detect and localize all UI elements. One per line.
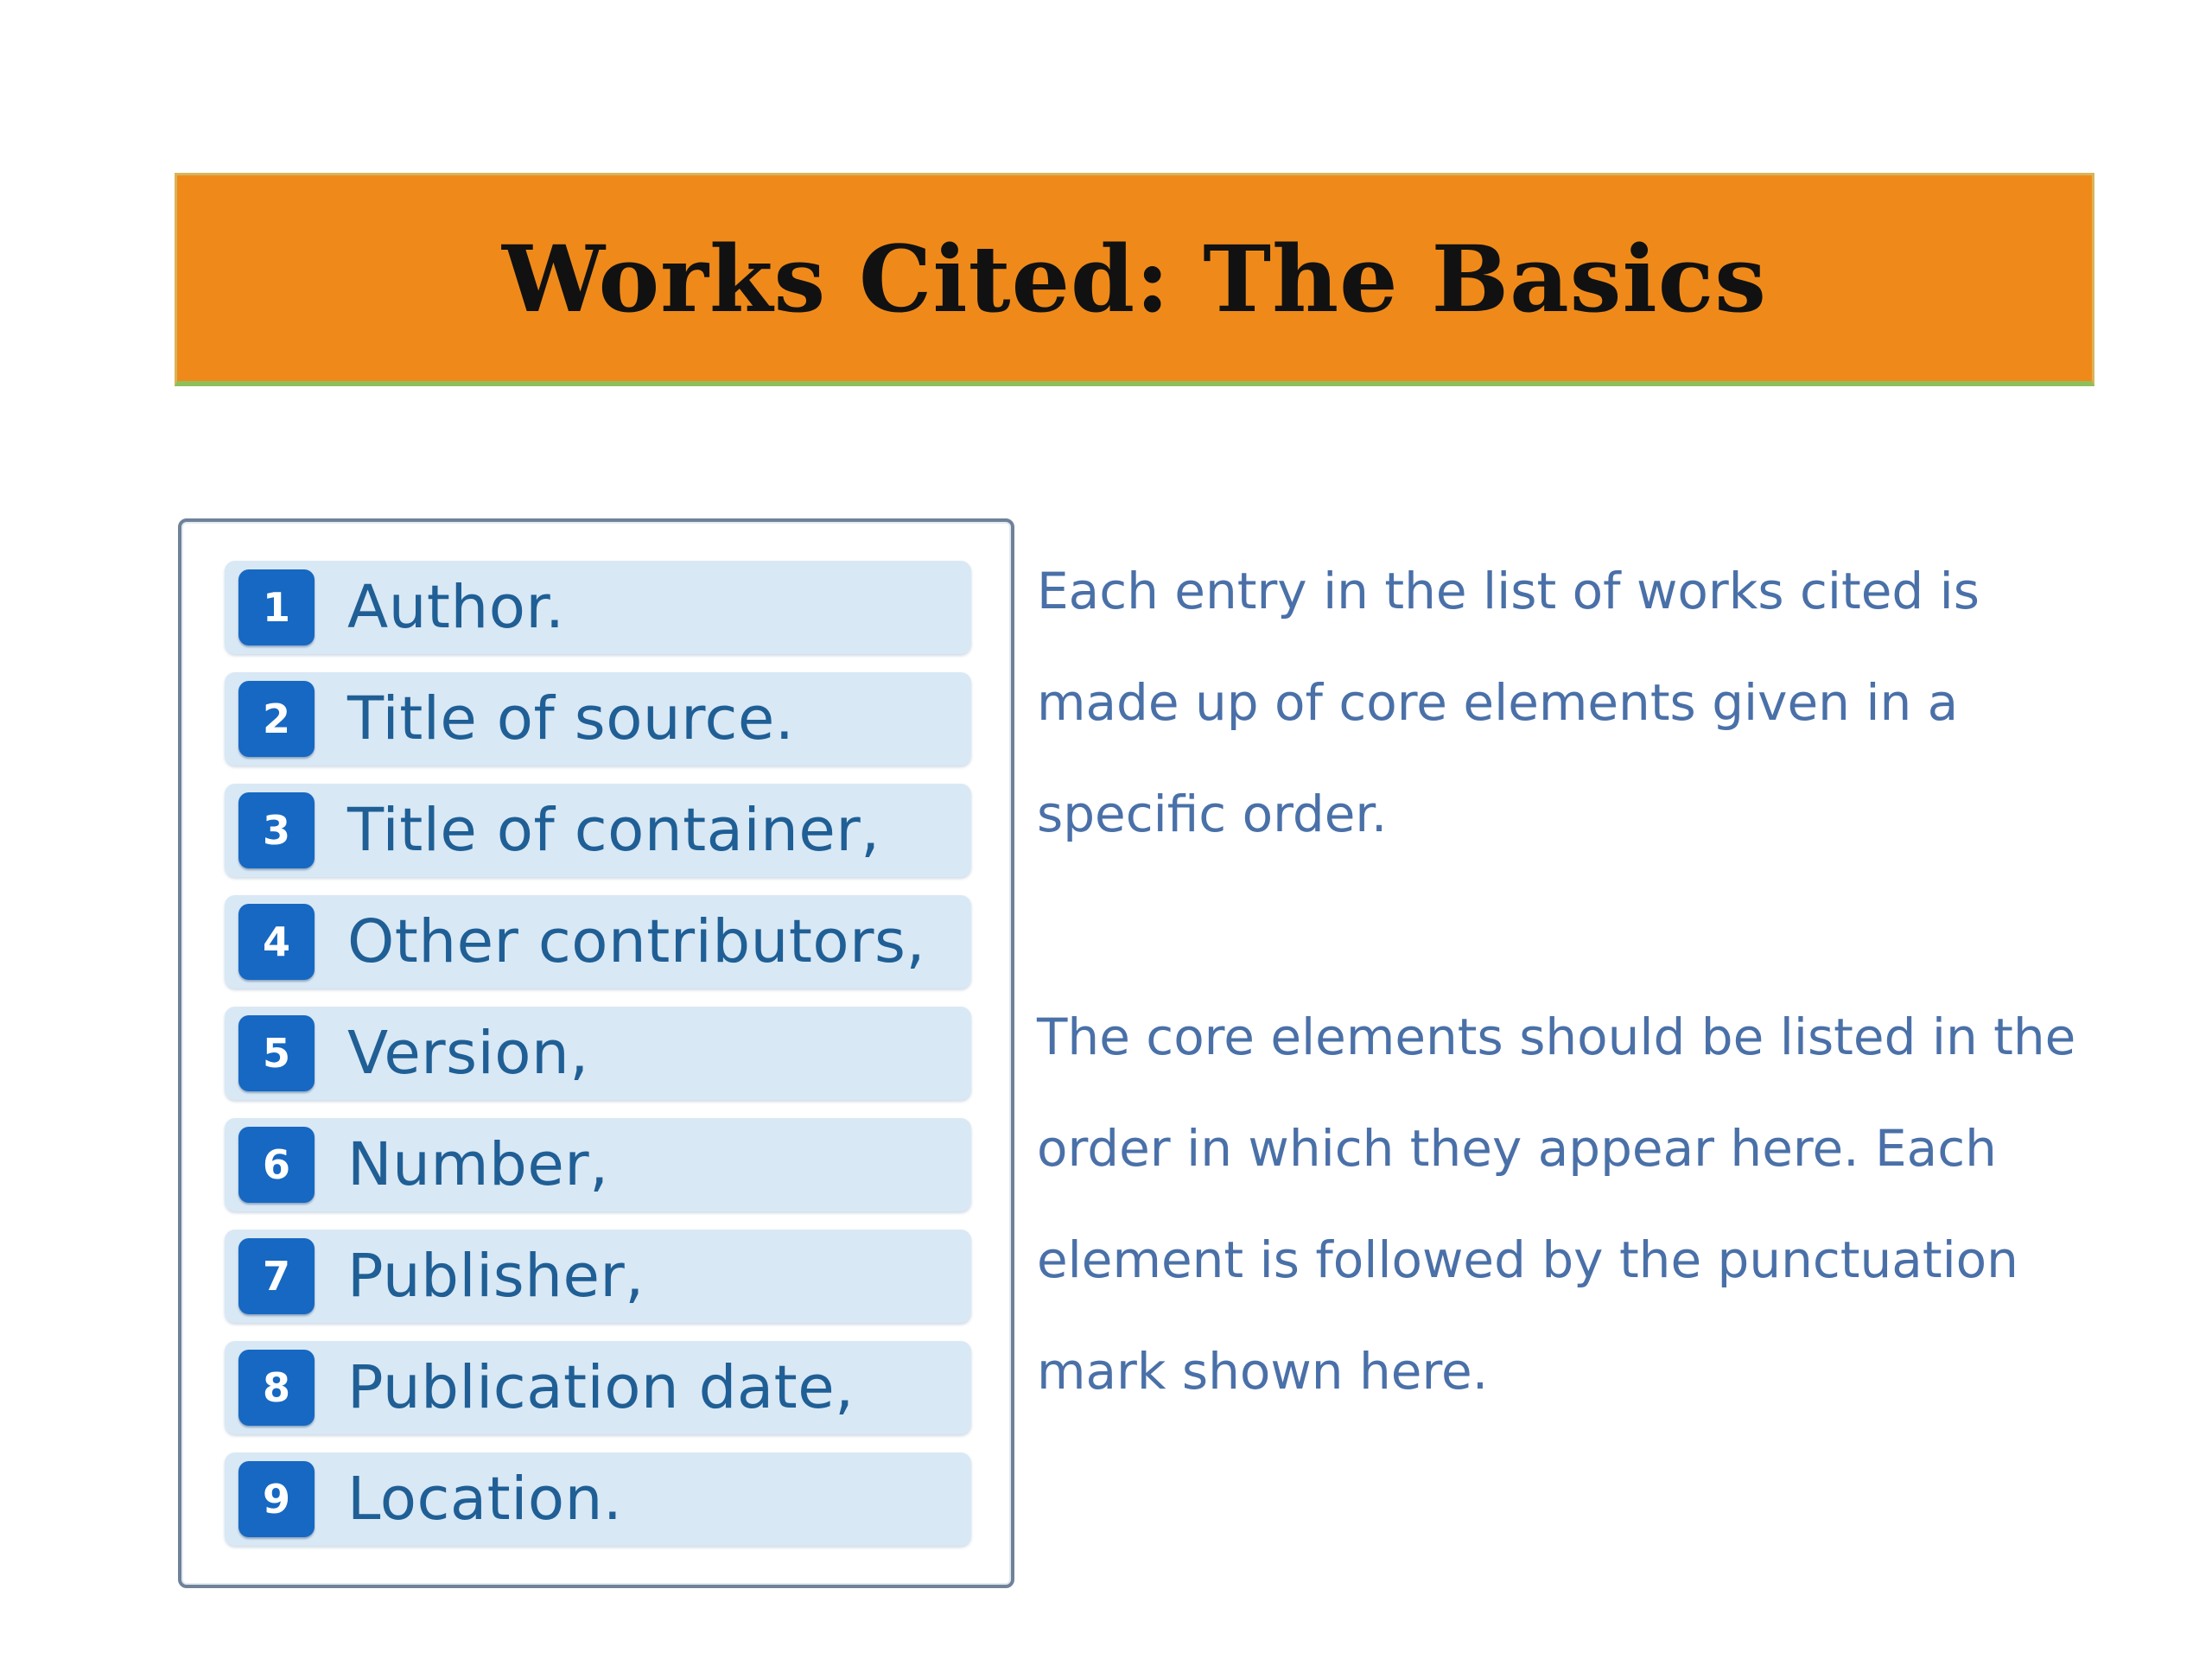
- element-label: Number,: [347, 1130, 609, 1199]
- description-paragraph-2: The core elements should be listed in the order in which they appear here. Each element is followed by the punctuation mark shown here.: [1037, 1007, 2076, 1401]
- description-paragraph-1: Each entry in the list of works cited is made up of core elements given in a specific order.: [1037, 562, 1980, 843]
- core-element-location: [225, 1452, 971, 1546]
- element-number-badge: 4: [238, 904, 315, 980]
- description-text-block: [1037, 536, 2108, 1427]
- core-element-author: [225, 561, 971, 654]
- core-element-version: [225, 1007, 971, 1100]
- element-label: Publisher,: [347, 1242, 645, 1311]
- element-number-badge: 8: [238, 1350, 315, 1426]
- core-element-publisher: [225, 1230, 971, 1323]
- title-banner: [175, 173, 2094, 386]
- core-element-title-of-container: [225, 784, 971, 877]
- element-number-badge: 6: [238, 1127, 315, 1203]
- element-label: Title of container,: [347, 796, 880, 865]
- core-elements-panel: [178, 518, 1014, 1588]
- element-label: Other contributors,: [347, 907, 925, 976]
- slide-title: Works Cited: The Basics: [502, 224, 1767, 333]
- core-element-other-contributors: [225, 895, 971, 988]
- element-number-badge: 3: [238, 792, 315, 868]
- core-element-publication-date: [225, 1341, 971, 1434]
- element-number-badge: 1: [238, 569, 315, 645]
- element-number-badge: 7: [238, 1238, 315, 1314]
- element-number-badge: 9: [238, 1461, 315, 1537]
- element-label: Title of source.: [347, 684, 795, 753]
- core-element-number: [225, 1118, 971, 1211]
- element-number-badge: 2: [238, 681, 315, 757]
- core-element-title-of-source: [225, 672, 971, 766]
- core-elements-list: [225, 561, 971, 1564]
- element-label: Version,: [347, 1019, 589, 1088]
- element-label: Author.: [347, 573, 565, 642]
- element-label: Location.: [347, 1465, 623, 1534]
- element-number-badge: 5: [238, 1015, 315, 1091]
- element-label: Publication date,: [347, 1353, 855, 1422]
